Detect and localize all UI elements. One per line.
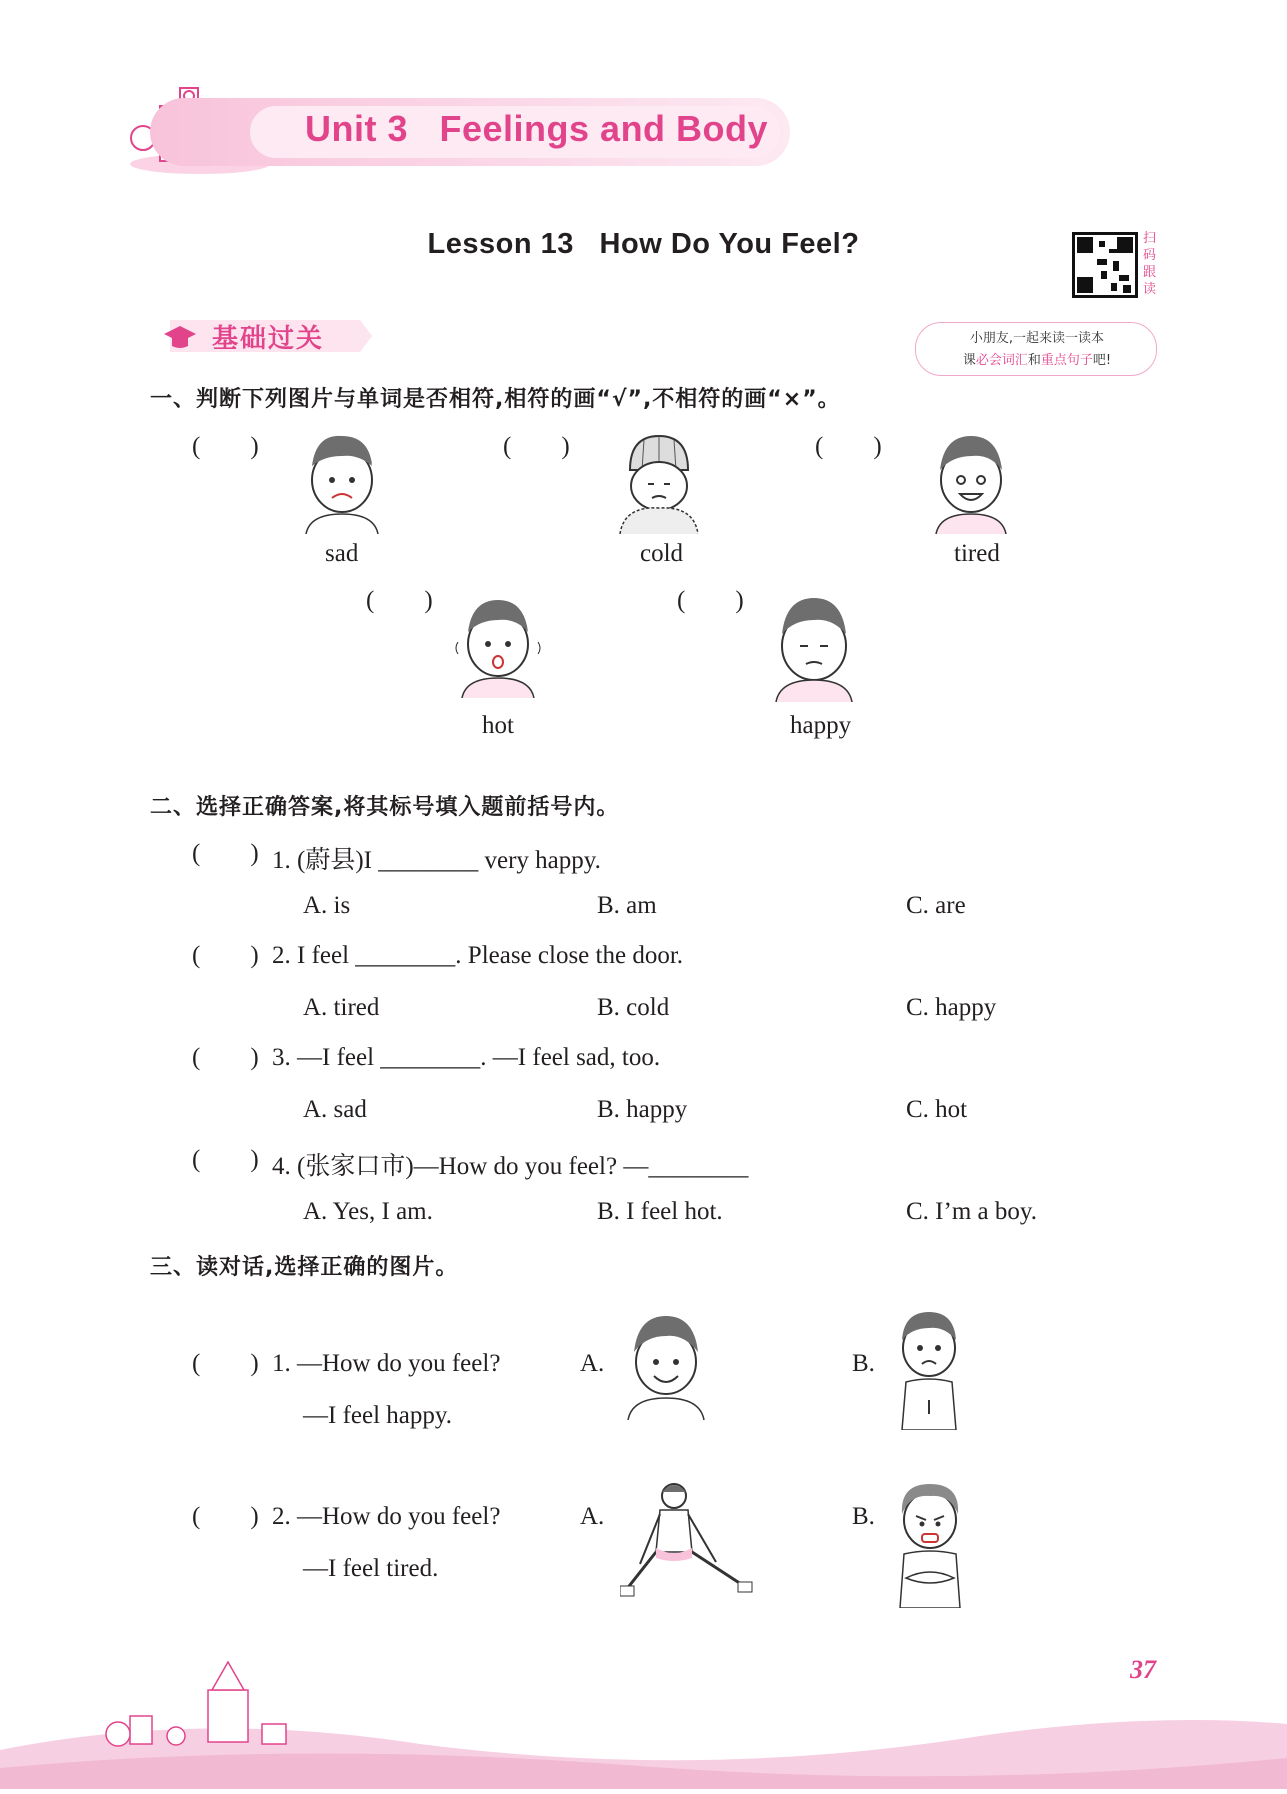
happy-face-picture [768, 592, 860, 702]
part3-heading: 三、读对话,选择正确的图片。 [150, 1255, 459, 1280]
answer-paren[interactable]: ( ) [366, 587, 433, 614]
option-c: C. happy [906, 994, 997, 1021]
option-c: C. I’m a boy. [906, 1198, 1037, 1225]
option-a: A. sad [303, 1096, 367, 1123]
option-b: B. [852, 1350, 875, 1377]
answer-paren[interactable]: ( ) [192, 1350, 259, 1377]
lesson-title: Lesson 13 How Do You Feel? [427, 228, 860, 260]
sitting-boy-picture [620, 1478, 754, 1608]
dialogue-line: 2. —How do you feel? [272, 1503, 501, 1530]
option-b: B. happy [597, 1096, 688, 1123]
option-a: A. [580, 1503, 605, 1530]
answer-paren[interactable]: ( ) [192, 1044, 259, 1071]
word-label: happy [790, 712, 852, 739]
unit-title: Unit 3 Feelings and Body [305, 108, 769, 149]
word-label: cold [640, 540, 684, 567]
word-label: tired [954, 540, 1000, 567]
question-stem: 1. (蔚县)I ________ very happy. [272, 847, 601, 874]
qr-label: 扫码跟读 [1143, 231, 1157, 297]
dialogue-line: —I feel tired. [303, 1555, 439, 1582]
word-label: hot [482, 712, 514, 739]
answer-paren[interactable]: ( ) [192, 840, 259, 867]
sad-boy-picture [888, 1308, 970, 1430]
dialogue-line: 1. —How do you feel? [272, 1350, 501, 1377]
option-b: B. [852, 1503, 875, 1530]
question-stem: 3. —I feel ________. —I feel sad, too. [272, 1044, 661, 1071]
answer-paren[interactable]: ( ) [192, 1146, 259, 1173]
answer-paren[interactable]: ( ) [192, 1503, 259, 1530]
option-a: A. Yes, I am. [303, 1198, 433, 1225]
tired-face-picture [928, 430, 1014, 534]
option-b: B. cold [597, 994, 670, 1021]
option-a: A. tired [303, 994, 380, 1021]
sad-face-picture [298, 430, 384, 534]
answer-paren[interactable]: ( ) [192, 942, 259, 969]
option-a: A. is [303, 892, 351, 919]
answer-paren[interactable]: ( ) [192, 433, 259, 460]
dialogue-line: —I feel happy. [303, 1402, 453, 1429]
angry-boy-picture [888, 1480, 972, 1608]
answer-paren[interactable]: ( ) [677, 587, 744, 614]
section-tag-text: 基础过关 [212, 324, 325, 354]
option-c: C. hot [906, 1096, 968, 1123]
answer-paren[interactable]: ( ) [503, 433, 570, 460]
question-stem: 4. (张家口市)—How do you feel? —________ [272, 1153, 749, 1180]
hot-face-picture [452, 592, 544, 698]
page-number: 37 [1130, 1655, 1156, 1684]
answer-paren[interactable]: ( ) [815, 433, 882, 460]
word-label: sad [325, 540, 359, 567]
footer-decoration [0, 1640, 1287, 1789]
speech-bubble-text: 小朋友,一起来读一读本 课必会词汇和重点句子吧! [962, 331, 1112, 368]
option-b: B. am [597, 892, 657, 919]
part2-heading: 二、选择正确答案,将其标号填入题前括号内。 [150, 795, 620, 820]
qr-code-icon[interactable] [1072, 232, 1138, 298]
part1-heading: 一、判断下列图片与单词是否相符,相符的画“√”,不相符的画“×”。 [150, 387, 841, 412]
option-a: A. [580, 1350, 605, 1377]
option-b: B. I feel hot. [597, 1198, 723, 1225]
question-stem: 2. I feel ________. Please close the door. [272, 942, 684, 969]
happy-boy-picture [622, 1312, 710, 1420]
cold-face-picture [614, 430, 704, 534]
option-c: C. are [906, 892, 966, 919]
